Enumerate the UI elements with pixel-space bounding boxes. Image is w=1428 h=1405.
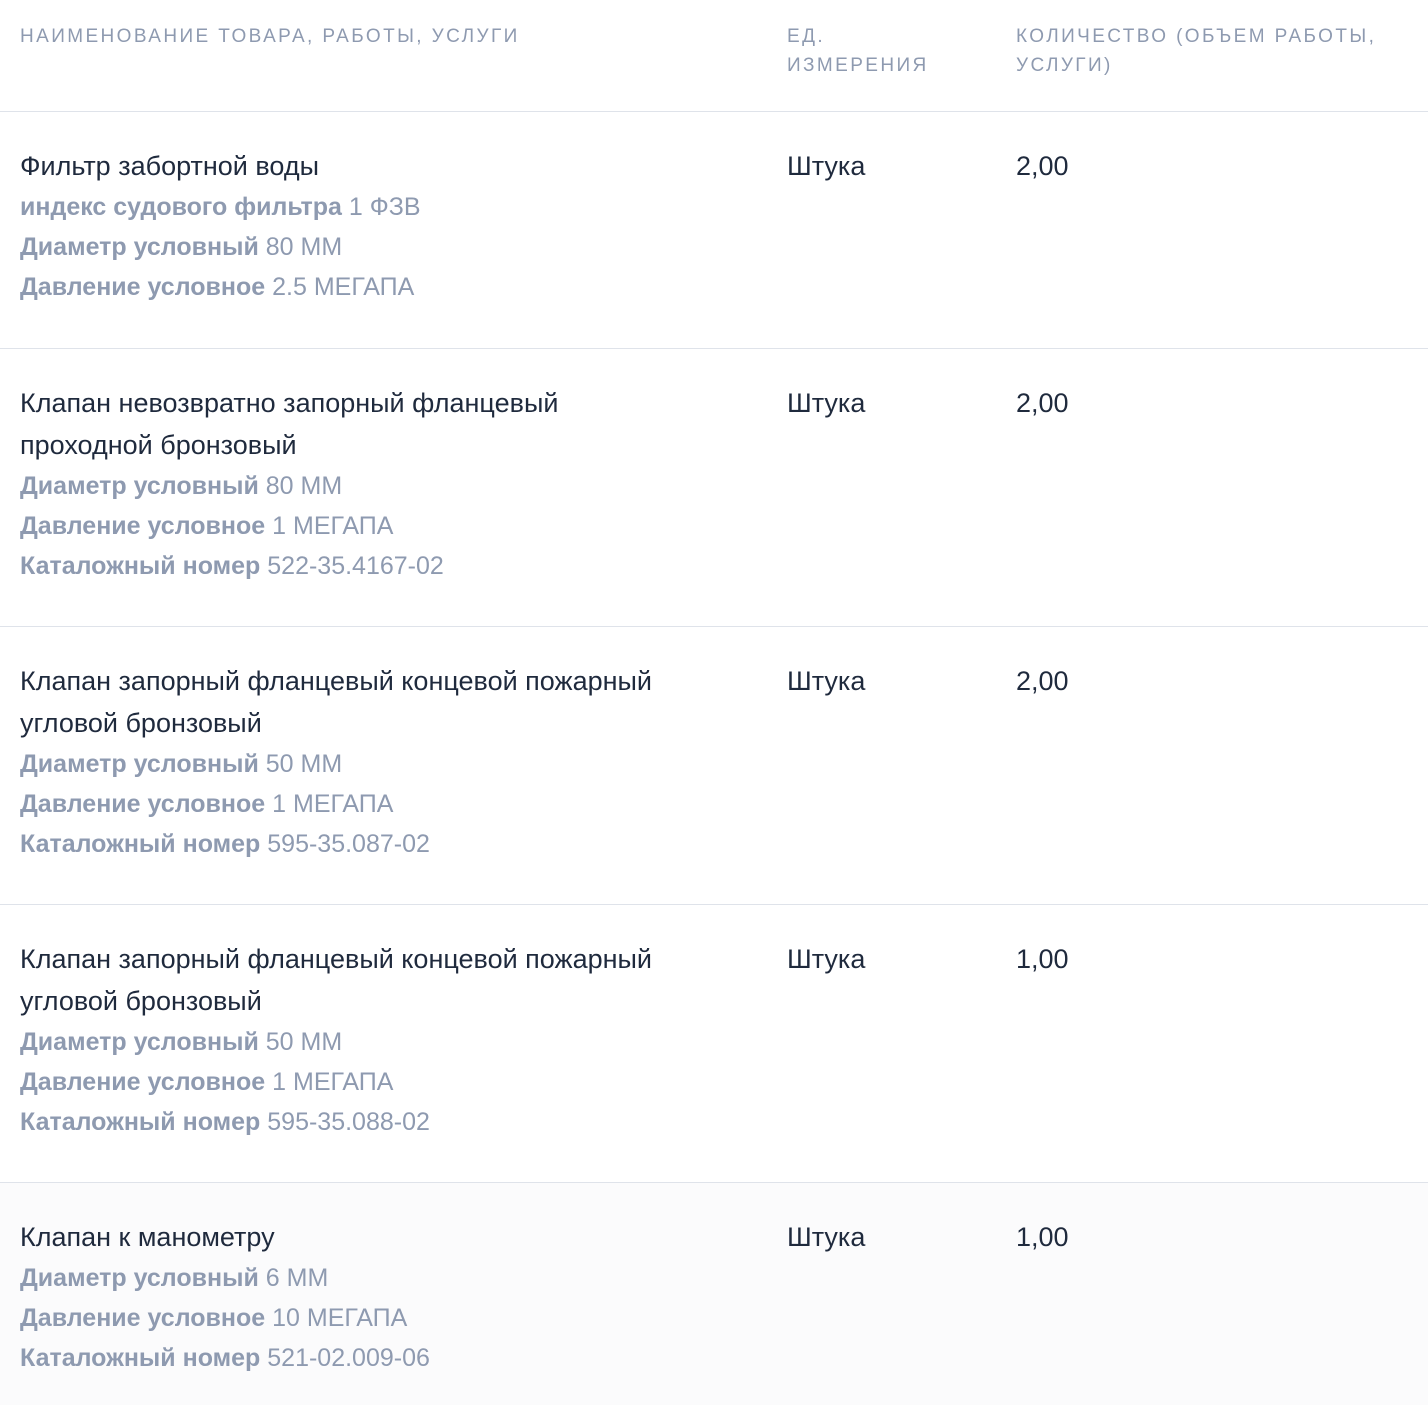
item-attribute: [20, 506, 740, 546]
attribute-key: Диаметр условный: [20, 233, 259, 261]
item-attribute: [20, 1298, 740, 1338]
attribute-value: 1 МЕГАПА: [272, 512, 394, 540]
item-quantity: 1,00: [1016, 944, 1069, 974]
item-unit: Штука: [787, 151, 866, 181]
column-header-unit-line1: ЕД.: [787, 26, 826, 47]
attribute-key: Давление условное: [20, 1304, 266, 1332]
attribute-key: Каталожный номер: [20, 1344, 261, 1372]
item-quantity: 1,00: [1016, 1222, 1069, 1252]
item-title-line2: угловой бронзовый: [20, 708, 262, 738]
attribute-value: 595-35.088-02: [267, 1108, 430, 1136]
item-name-cell: [20, 660, 740, 864]
attribute-value: 2.5 МЕГАПА: [272, 273, 415, 301]
attribute-key: индекс судового фильтра: [20, 193, 342, 221]
item-quantity: 2,00: [1016, 151, 1069, 181]
item-attribute: [20, 784, 740, 824]
column-header-name-label: НАИМЕНОВАНИЕ ТОВАРА, РАБОТЫ, УСЛУГИ: [20, 26, 520, 47]
item-quantity: 2,00: [1016, 666, 1069, 696]
attribute-key: Давление условное: [20, 512, 266, 540]
attribute-value: 522-35.4167-02: [267, 552, 444, 580]
column-header-quantity-line1: КОЛИЧЕСТВО (ОБЪЕМ РАБОТЫ,: [1016, 26, 1377, 47]
item-name-cell: [20, 145, 740, 307]
item-quantity: 2,00: [1016, 388, 1069, 418]
item-title-line1: Клапан невозвратно запорный фланцевый: [20, 388, 559, 418]
attribute-value: 50 ММ: [265, 1028, 343, 1056]
table-row: [0, 1183, 1428, 1405]
attribute-value: 6 ММ: [265, 1264, 329, 1292]
item-title-line1: Клапан запорный фланцевый концевой пожарный: [20, 666, 652, 696]
item-attribute: [20, 824, 740, 864]
column-header-quantity: [1016, 22, 1396, 80]
attribute-key: Каталожный номер: [20, 552, 261, 580]
attribute-key: Диаметр условный: [20, 472, 259, 500]
table-row: [0, 349, 1428, 627]
table-header: [0, 0, 1428, 112]
attribute-value: 80 ММ: [265, 472, 343, 500]
table-row: [0, 112, 1428, 349]
column-header-unit-line2: ИЗМЕРЕНИЯ: [787, 55, 929, 76]
item-attribute: [20, 1338, 740, 1378]
attribute-value: 1 МЕГАПА: [272, 1068, 394, 1096]
attribute-key: Диаметр условный: [20, 1028, 259, 1056]
attribute-value: 50 ММ: [265, 750, 343, 778]
attribute-value: 521-02.009-06: [267, 1344, 430, 1372]
item-unit: Штука: [787, 666, 866, 696]
attribute-key: Давление условное: [20, 790, 266, 818]
item-attribute: [20, 1062, 740, 1102]
item-name-cell: [20, 1216, 740, 1378]
attribute-key: Диаметр условный: [20, 1264, 259, 1292]
column-header-quantity-line2: УСЛУГИ): [1016, 55, 1113, 76]
item-attribute: [20, 744, 740, 784]
table-row: [0, 905, 1428, 1183]
item-name-cell: [20, 382, 740, 586]
attribute-key: Диаметр условный: [20, 750, 259, 778]
item-unit: Штука: [787, 944, 866, 974]
column-header-name: [20, 22, 760, 51]
item-title: Фильтр забортной воды: [20, 151, 320, 181]
table-row: [0, 627, 1428, 905]
attribute-value: 10 МЕГАПА: [272, 1304, 408, 1332]
item-attribute: [20, 546, 740, 586]
item-unit: Штука: [787, 1222, 866, 1252]
item-attribute: [20, 466, 740, 506]
item-attribute: [20, 1102, 740, 1142]
attribute-key: Каталожный номер: [20, 830, 261, 858]
item-attribute: [20, 1022, 740, 1062]
item-unit: Штука: [787, 388, 866, 418]
attribute-value: 80 ММ: [265, 233, 343, 261]
attribute-key: Каталожный номер: [20, 1108, 261, 1136]
attribute-value: 595-35.087-02: [267, 830, 430, 858]
attribute-value: 1 ФЗВ: [348, 193, 421, 221]
item-attribute: [20, 227, 740, 267]
attribute-value: 1 МЕГАПА: [272, 790, 394, 818]
item-attribute: [20, 1258, 740, 1298]
item-title-line2: проходной бронзовый: [20, 430, 297, 460]
column-header-unit: [787, 22, 987, 80]
item-title-line1: Клапан запорный фланцевый концевой пожарный: [20, 944, 652, 974]
item-attribute: [20, 267, 740, 307]
item-title-line2: угловой бронзовый: [20, 986, 262, 1016]
item-name-cell: [20, 938, 740, 1142]
attribute-key: Давление условное: [20, 273, 266, 301]
attribute-key: Давление условное: [20, 1068, 266, 1096]
item-title: Клапан к манометру: [20, 1222, 275, 1252]
item-attribute: [20, 187, 740, 227]
